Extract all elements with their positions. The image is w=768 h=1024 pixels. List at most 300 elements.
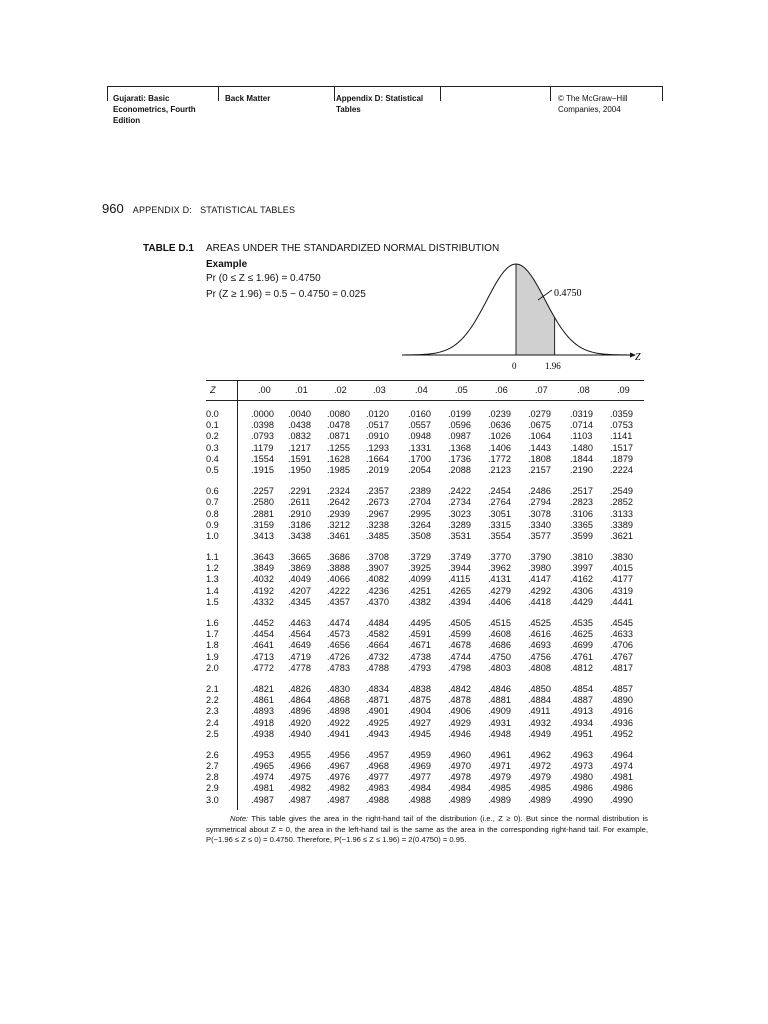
area-value: .1628: [327, 453, 350, 464]
area-value: .4974: [610, 761, 633, 772]
area-value: .4878: [448, 695, 471, 706]
z-value: 2.5: [206, 728, 219, 739]
area-value: .4744: [448, 651, 471, 662]
area-value: .2881: [251, 508, 274, 519]
z-value: 1.9: [206, 651, 219, 662]
area-value: .4454: [251, 629, 274, 640]
area-value: .3078: [528, 508, 551, 519]
area-value: .3708: [366, 552, 389, 563]
area-value: .3106: [570, 508, 593, 519]
area-value: .4929: [448, 717, 471, 728]
area-value: .4564: [288, 629, 311, 640]
z-value: 1.0: [206, 530, 219, 541]
area-value: .4032: [251, 574, 274, 585]
area-value: .3810: [570, 552, 593, 563]
z-value: 2.0: [206, 662, 219, 673]
area-value: .4857: [610, 683, 633, 694]
area-value: .4982: [288, 783, 311, 794]
area-value: .3238: [366, 519, 389, 530]
area-value: .4678: [448, 640, 471, 651]
area-value: .1808: [528, 453, 551, 464]
area-value: .4911: [528, 706, 551, 717]
area-value: .4887: [570, 695, 593, 706]
area-value: .4898: [327, 706, 350, 717]
area-value: .3133: [610, 508, 633, 519]
area-value: .4292: [528, 585, 551, 596]
area-value: .4495: [408, 618, 431, 628]
area-value: .2486: [528, 486, 551, 497]
area-value: .4826: [288, 683, 311, 694]
area-value: .4649: [288, 640, 311, 651]
area-value: .3869: [288, 563, 311, 574]
column-header: .06: [495, 385, 508, 395]
area-value: .4896: [288, 706, 311, 717]
area-value: .4817: [610, 662, 633, 673]
header-book-title: Gujarati: Basic Econometrics, Fourth Edition: [113, 94, 196, 125]
area-value: .2357: [366, 486, 389, 497]
z-value: 2.7: [206, 761, 219, 772]
area-value: .2291: [288, 486, 311, 497]
z-value: 1.4: [206, 585, 219, 596]
row-group: [206, 552, 644, 608]
header-divider: [662, 87, 663, 101]
area-value: .4975: [288, 772, 311, 783]
area-value: .4988: [408, 794, 431, 805]
area-value: .2734: [448, 497, 471, 508]
area-value: .4875: [408, 695, 431, 706]
z-value: 0.9: [206, 519, 219, 530]
area-value: .0871: [327, 431, 350, 442]
area-value: .2324: [327, 486, 350, 497]
table-row: [206, 695, 644, 706]
area-value: .0478: [327, 420, 350, 431]
area-value: .4082: [366, 574, 389, 585]
area-value: .4803: [488, 662, 511, 673]
area-value: .1480: [570, 442, 593, 453]
area-value: .4972: [528, 761, 551, 772]
area-value: .0948: [408, 431, 431, 442]
z-value: 2.8: [206, 772, 219, 783]
area-value: .4985: [528, 783, 551, 794]
page-section-title: APPENDIX D: STATISTICAL TABLES: [132, 205, 296, 215]
area-value: .4989: [488, 794, 511, 805]
table-row: [206, 629, 644, 640]
area-value: .4988: [366, 794, 389, 805]
area-value: .4901: [366, 706, 389, 717]
area-value: .3461: [327, 530, 350, 541]
area-value: .4967: [327, 761, 350, 772]
area-value: .4750: [488, 651, 511, 662]
area-value: .3962: [488, 563, 511, 574]
area-value: .4987: [288, 794, 311, 805]
area-value: .4382: [408, 596, 431, 607]
area-value: .4904: [408, 706, 431, 717]
area-value: .4959: [408, 749, 431, 760]
z-value: 2.1: [206, 683, 219, 694]
table-row: [206, 563, 644, 574]
area-value: .1064: [528, 431, 551, 442]
area-value: .0793: [251, 431, 274, 442]
z-value: 0.6: [206, 486, 219, 497]
z-value: 2.9: [206, 783, 219, 794]
area-value: .4965: [251, 761, 274, 772]
area-value: .4441: [610, 596, 633, 607]
area-value: .4798: [448, 662, 471, 673]
area-value: .4961: [488, 749, 511, 760]
area-value: .4418: [528, 596, 551, 607]
area-value: .4236: [366, 585, 389, 596]
area-value: .4960: [448, 749, 471, 760]
area-value: .3621: [610, 530, 633, 541]
table-row: [206, 520, 644, 531]
area-value: .2054: [408, 464, 431, 475]
area-value: .4726: [327, 651, 350, 662]
area-value: .4633: [610, 629, 633, 640]
area-value: .4713: [251, 651, 274, 662]
table-row: [206, 761, 644, 772]
table-body: [206, 409, 644, 806]
area-value: .4918: [251, 717, 274, 728]
table-row: [206, 597, 644, 608]
area-value: .4279: [488, 585, 511, 596]
area-value: .4952: [610, 728, 633, 739]
area-value: .4808: [528, 662, 551, 673]
area-value: .1517: [610, 442, 633, 453]
area-value: .4943: [366, 728, 389, 739]
area-value: .4732: [366, 651, 389, 662]
area-value: .4957: [366, 749, 389, 760]
table-top-rule: [206, 380, 644, 381]
area-value: .0398: [251, 420, 274, 431]
area-value: .4861: [251, 695, 274, 706]
table-row: [206, 574, 644, 585]
z-value: 1.2: [206, 563, 219, 574]
column-header: .03: [373, 385, 386, 395]
z-value: 2.2: [206, 695, 219, 706]
area-value: .4984: [448, 783, 471, 794]
area-value: .4922: [327, 717, 350, 728]
z-value: 2.4: [206, 717, 219, 728]
z-value: 1.3: [206, 574, 219, 585]
area-value: .3849: [251, 563, 274, 574]
area-value: .4890: [610, 695, 633, 706]
column-header: .04: [415, 385, 428, 395]
area-value: .0714: [570, 420, 593, 431]
row-group: [206, 618, 644, 674]
header-appendix: Appendix D: Statistical Tables: [336, 94, 424, 114]
area-value: .0319: [570, 409, 593, 419]
table-row: [206, 706, 644, 717]
area-value: .2517: [570, 486, 593, 497]
area-value: .4909: [488, 706, 511, 717]
area-value: .4177: [610, 574, 633, 585]
area-value: .3888: [327, 563, 350, 574]
area-value: .4979: [488, 772, 511, 783]
area-value: .3770: [488, 552, 511, 563]
area-value: .4756: [528, 651, 551, 662]
table-row: [206, 783, 644, 794]
area-value: .4846: [488, 683, 511, 694]
area-value: .4974: [251, 772, 274, 783]
note-label: Note:: [230, 814, 249, 823]
column-header: .05: [455, 385, 468, 395]
area-value: .4864: [288, 695, 311, 706]
area-value: .4964: [610, 749, 633, 760]
area-value: .3264: [408, 519, 431, 530]
z-value: 0.0: [206, 409, 219, 419]
area-value: .4940: [288, 728, 311, 739]
area-value: .3729: [408, 552, 431, 563]
area-value: .4821: [251, 683, 274, 694]
area-value: .4986: [610, 783, 633, 794]
area-value: .3365: [570, 519, 593, 530]
area-value: .4977: [408, 772, 431, 783]
area-value: .1664: [366, 453, 389, 464]
area-value: .4956: [327, 749, 350, 760]
area-value: .4973: [570, 761, 593, 772]
area-value: .3997: [570, 563, 593, 574]
area-value: .4963: [570, 749, 593, 760]
area-value: .0557: [408, 420, 431, 431]
area-value: .4884: [528, 695, 551, 706]
area-value: .4656: [327, 640, 350, 651]
z-value: 1.5: [206, 596, 219, 607]
example-label: Example: [206, 259, 248, 270]
area-value: .4778: [288, 662, 311, 673]
z-value: 1.1: [206, 552, 219, 563]
area-value: .3599: [570, 530, 593, 541]
area-value: .4949: [528, 728, 551, 739]
area-value: .4049: [288, 574, 311, 585]
area-value: .4920: [288, 717, 311, 728]
area-value: .4357: [327, 596, 350, 607]
shaded-area: [516, 264, 555, 355]
area-value: .4332: [251, 596, 274, 607]
area-value: .3389: [610, 519, 633, 530]
area-value: .4719: [288, 651, 311, 662]
area-value: .4671: [408, 640, 431, 651]
area-value: .4906: [448, 706, 471, 717]
area-value: .4429: [570, 596, 593, 607]
area-value: .2642: [327, 497, 350, 508]
header-divider: [334, 87, 335, 101]
area-value: .4980: [570, 772, 593, 783]
area-value: .4066: [327, 574, 350, 585]
area-value: .4850: [528, 683, 551, 694]
area-value: .0199: [448, 409, 471, 419]
area-value: .3212: [327, 519, 350, 530]
area-value: .4812: [570, 662, 593, 673]
area-value: .4981: [251, 783, 274, 794]
area-value: .3925: [408, 563, 431, 574]
area-value: .2580: [251, 497, 274, 508]
table-row: [206, 663, 644, 674]
area-value: .0239: [488, 409, 511, 419]
area-value: .1179: [251, 442, 274, 453]
area-value: .2704: [408, 497, 431, 508]
area-value: .4946: [448, 728, 471, 739]
area-value: .4788: [366, 662, 389, 673]
area-value: .1950: [288, 464, 311, 475]
z-value: 0.2: [206, 431, 219, 442]
area-value: .2257: [251, 486, 274, 497]
area-value: .1026: [488, 431, 511, 442]
header-divider: [107, 87, 108, 101]
area-value: .4979: [528, 772, 551, 783]
area-value: .0675: [528, 420, 551, 431]
area-value: .3531: [448, 530, 471, 541]
table-row: [206, 618, 644, 629]
z-value: 2.6: [206, 749, 219, 760]
area-value: .4969: [408, 761, 431, 772]
area-value: .3830: [610, 552, 633, 563]
area-value: .2088: [448, 464, 471, 475]
area-value: .4990: [610, 794, 633, 805]
area-value: .4162: [570, 574, 593, 585]
column-header: .07: [535, 385, 548, 395]
table-row: [206, 509, 644, 520]
table-row: [206, 795, 644, 806]
area-value: .2454: [488, 486, 511, 497]
area-value: .4099: [408, 574, 431, 585]
area-value: .4927: [408, 717, 431, 728]
table-row: [206, 431, 644, 442]
area-value: .4893: [251, 706, 274, 717]
area-value: .4693: [528, 640, 551, 651]
example-formula-1: Pr (0 ≤ Z ≤ 1.96) = 0.4750: [206, 273, 321, 284]
area-value: .1103: [570, 431, 593, 442]
area-value: .4966: [288, 761, 311, 772]
area-value: .4641: [251, 640, 274, 651]
area-value: .4131: [488, 574, 511, 585]
area-value: .4916: [610, 706, 633, 717]
area-value: .4962: [528, 749, 551, 760]
area-value: .0832: [288, 431, 311, 442]
area-value: .4868: [327, 695, 350, 706]
row-group: [206, 750, 644, 806]
area-value: .0279: [528, 409, 551, 419]
column-header: .00: [258, 385, 271, 395]
area-value: .4838: [408, 683, 431, 694]
column-header: .08: [577, 385, 590, 395]
area-value: .1879: [610, 453, 633, 464]
area-value: .4793: [408, 662, 431, 673]
area-value: .4406: [488, 596, 511, 607]
z-value: 1.7: [206, 629, 219, 640]
area-value: .4767: [610, 651, 633, 662]
area-value: .4783: [327, 662, 350, 673]
area-value: .4625: [570, 629, 593, 640]
area-value: .4115: [448, 574, 471, 585]
area-value: .3340: [528, 519, 551, 530]
area-value: .2673: [366, 497, 389, 508]
area-value: .4772: [251, 662, 274, 673]
area-value: .1915: [251, 464, 274, 475]
area-value: .2764: [488, 497, 511, 508]
z-axis-label: Z: [635, 352, 641, 363]
area-value: .4955: [288, 749, 311, 760]
tick-196: 1.96: [545, 361, 561, 371]
area-value: .4932: [528, 717, 551, 728]
table-row: [206, 531, 644, 542]
area-value: .1985: [327, 464, 350, 475]
area-value: .1700: [408, 453, 431, 464]
area-value: .4983: [366, 783, 389, 794]
table-row: [206, 718, 644, 729]
area-value: .1406: [488, 442, 511, 453]
area-value: .3790: [528, 552, 551, 563]
area-value: .4505: [448, 618, 471, 628]
table-row: [206, 640, 644, 651]
area-value: .3315: [488, 519, 511, 530]
area-value: .3159: [251, 519, 274, 530]
column-header: .09: [617, 385, 630, 395]
area-value: .4463: [288, 618, 311, 628]
area-value: .4941: [327, 728, 350, 739]
area-value: .3665: [288, 552, 311, 563]
table-row: [206, 454, 644, 465]
area-value: .4871: [366, 695, 389, 706]
area-value: .1255: [327, 442, 350, 453]
area-value: .0596: [448, 420, 471, 431]
area-value: .4945: [408, 728, 431, 739]
z-value: 3.0: [206, 794, 219, 805]
table-row: [206, 409, 644, 420]
z-value: 0.5: [206, 464, 219, 475]
area-value: .4319: [610, 585, 633, 596]
area-value: .4978: [448, 772, 471, 783]
area-value: .4525: [528, 618, 551, 628]
area-value: .4686: [488, 640, 511, 651]
area-value: .2389: [408, 486, 431, 497]
table-label: TABLE D.1: [143, 243, 194, 254]
area-value: .4970: [448, 761, 471, 772]
table-note: [206, 814, 648, 846]
table-row: [206, 486, 644, 497]
area-value: .4913: [570, 706, 593, 717]
area-value: .3485: [366, 530, 389, 541]
area-value: .0636: [488, 420, 511, 431]
header-section: Back Matter: [225, 94, 271, 103]
area-value: .4971: [488, 761, 511, 772]
z-value: 2.3: [206, 706, 219, 717]
area-value: .0000: [251, 409, 274, 419]
area-value: .4582: [366, 629, 389, 640]
area-value: .4192: [251, 585, 274, 596]
area-value: .2967: [366, 508, 389, 519]
area-value: .0359: [610, 409, 633, 419]
area-value: .4987: [251, 794, 274, 805]
area-value: .3577: [528, 530, 551, 541]
area-value: .4222: [327, 585, 350, 596]
area-value: .4936: [610, 717, 633, 728]
area-value: .1331: [408, 442, 431, 453]
area-value: .4706: [610, 640, 633, 651]
z-value: 0.8: [206, 508, 219, 519]
table-title: AREAS UNDER THE STANDARDIZED NORMAL DISTRIBUTION: [206, 243, 500, 254]
area-value: .3413: [251, 530, 274, 541]
area-value: .2422: [448, 486, 471, 497]
area-value: .2611: [288, 497, 311, 508]
note-text: This table gives the area in the right-hand tail of the distribution (i.e., Z ≥ 0). But since the normal distribution is symmetrical about Z = 0, the area in the left-hand tail is the same as the area in the corresponding right-hand tail. For example, P(−1.96 ≤ Z ≤ 0) = 0.4750. Therefore, P(−1.96 ≤ Z ≤ 1.96) = 2(0.4750) = 0.95.: [206, 814, 648, 845]
area-value: .4251: [408, 585, 431, 596]
area-value: .4951: [570, 728, 593, 739]
row-group: [206, 409, 644, 476]
area-value: .2794: [528, 497, 551, 508]
z-table: [206, 385, 644, 806]
area-value: .4474: [327, 618, 350, 628]
area-value: .4934: [570, 717, 593, 728]
